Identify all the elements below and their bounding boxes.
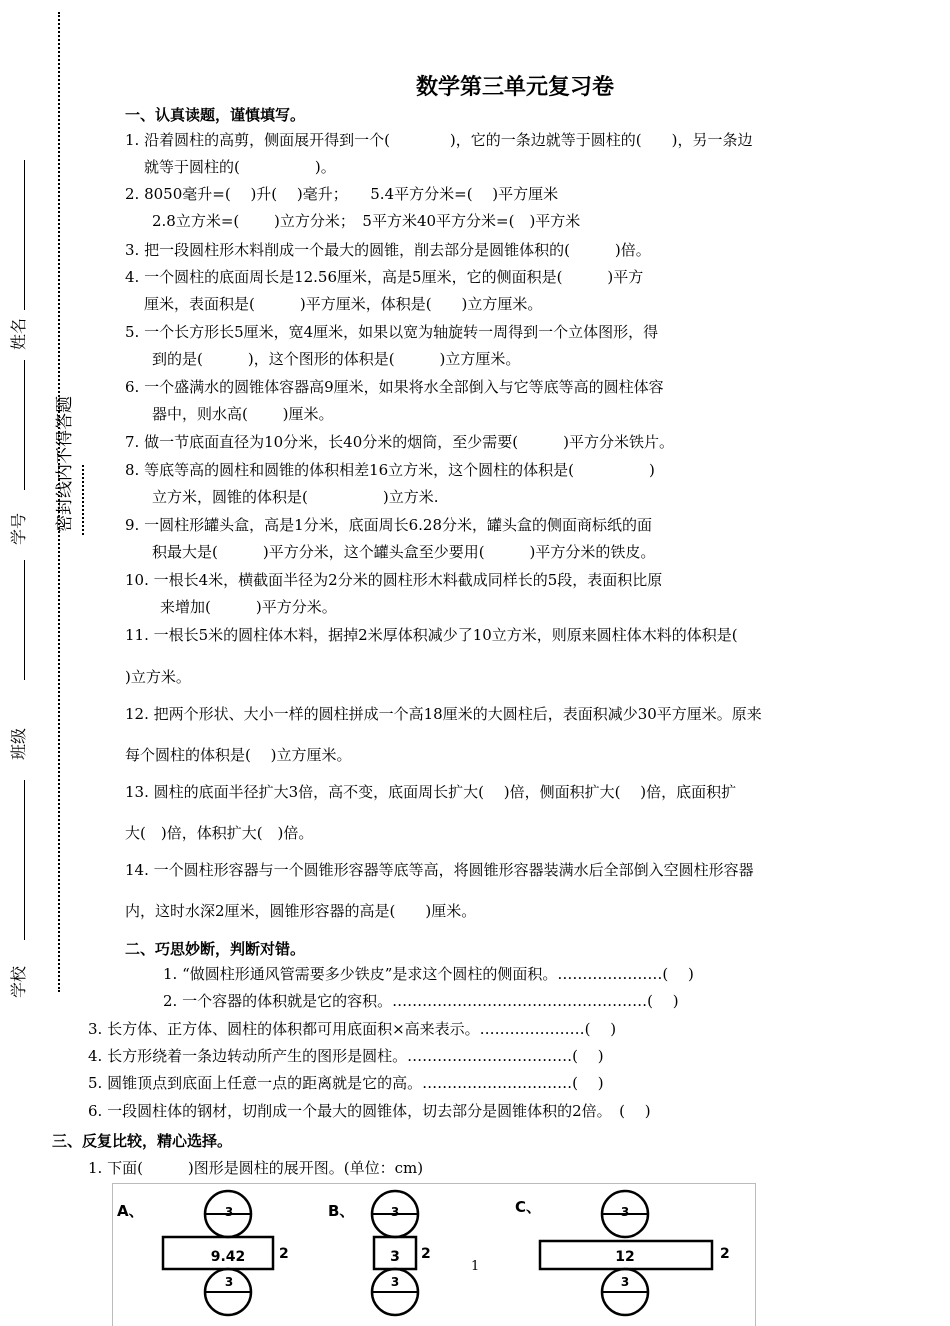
name-write-line-2 xyxy=(24,360,25,490)
figure-b-label: B、 xyxy=(328,1202,355,1220)
judge-3: 3. 长方体、正方体、圆柱的体积都可用底面积×高来表示。…………………( ) xyxy=(88,1020,617,1038)
figure-c-label: C、 xyxy=(515,1198,542,1216)
figure-a-top-circle-label: 3 xyxy=(224,1205,234,1219)
binding-field-student-no: 学号 xyxy=(9,512,28,545)
q14-line2: 内，这时水深2厘米，圆锥形容器的高是( )厘米。 xyxy=(125,902,477,920)
section2-heading: 二、巧思妙断，判断对错。 xyxy=(125,940,306,958)
q6-line2: 器中，则水高( )厘米。 xyxy=(152,405,334,423)
q9-line2: 积最大是( )平方分米，这个罐头盒至少要用( )平方分米的铁皮。 xyxy=(152,543,656,561)
section3-heading: 三、反复比较，精心选择。 xyxy=(52,1132,233,1150)
figure-a-bottom-circle-label: 3 xyxy=(224,1275,234,1289)
figure-b-rect-label: 3 xyxy=(390,1249,400,1265)
figure-c-top-circle-label: 3 xyxy=(620,1205,630,1219)
section1-heading: 一、认真读题，谨慎填写。 xyxy=(125,106,306,124)
q1-line1: 1. 沿着圆柱的高剪，侧面展开得到一个( )，它的一条边就等于圆柱的( )，另一条边 xyxy=(125,131,753,149)
student-no-write-line xyxy=(24,560,25,680)
judge-4: 4. 长方形绕着一条边转动所产生的图形是圆柱。……………………………( ) xyxy=(88,1047,604,1065)
q13-line1: 13. 圆柱的底面半径扩大3倍，高不变，底面周长扩大( )倍，侧面积扩大( )倍，底面积扩 xyxy=(125,783,737,801)
q8-line2: 立方米，圆锥的体积是( )立方米. xyxy=(152,488,439,506)
q2-line2: 2.8立方米=( )立方分米； 5平方米40平方分米=( )平方米 xyxy=(152,212,581,230)
q12-line2: 每个圆柱的体积是( )立方厘米。 xyxy=(125,746,352,764)
q12-line1: 12. 把两个形状、大小一样的圆柱拼成一个高18厘米的大圆柱后，表面积减少30平方厘米。原来 xyxy=(125,705,762,723)
figure-b-side-label: 2 xyxy=(421,1246,431,1262)
choice-q1: 1. 下面( )图形是圆柱的展开图。(单位：cm) xyxy=(88,1159,424,1177)
binding-field-name: 姓名 xyxy=(9,317,28,350)
q14-line1: 14. 一个圆柱形容器与一个圆锥形容器等底等高，将圆锥形容器装满水后全部倒入空圆柱形容器 xyxy=(125,861,754,879)
figure-b-bottom-circle-label: 3 xyxy=(390,1275,400,1289)
q5-line1: 5. 一个长方形长5厘米，宽4厘米，如果以宽为轴旋转一周得到一个立体图形，得 xyxy=(125,323,659,341)
q8-line1: 8. 等底等高的圆柱和圆锥的体积相差16立方米，这个圆柱的体积是( ) xyxy=(125,461,655,479)
binding-dotted-line-short xyxy=(82,465,84,535)
q10-line1: 10. 一根长4米，横截面半径为2分米的圆柱形木料截成同样长的5段，表面积比原 xyxy=(125,571,663,589)
q13-line2: 大( )倍，体积扩大( )倍。 xyxy=(125,824,314,842)
seal-warning: 密封线内不得答题 xyxy=(55,396,75,532)
q2-line1: 2. 8050毫升=( )升( )毫升； 5.4平方分米=( )平方厘米 xyxy=(125,185,559,203)
q7-line: 7. 做一节底面直径为10分米，长40分米的烟筒，至少需要( )平方分米铁片。 xyxy=(125,433,674,451)
figure-c-side-label: 2 xyxy=(720,1246,730,1262)
q6-line1: 6. 一个盛满水的圆锥体容器高9厘米，如果将水全部倒入与它等底等高的圆柱体容 xyxy=(125,378,664,396)
figure-a-label: A、 xyxy=(117,1202,144,1220)
figure-c-bottom-circle-label: 3 xyxy=(620,1275,630,1289)
figure-a-side-label: 2 xyxy=(279,1246,289,1262)
figure-c-rect-label: 12 xyxy=(615,1249,635,1265)
q11-line2: )立方米。 xyxy=(125,668,191,686)
binding-field-class: 班级 xyxy=(9,727,28,760)
judge-6: 6. 一段圆柱体的钢材，切削成一个最大的圆锥体，切去部分是圆锥体积的2倍。 ( ) xyxy=(88,1102,651,1120)
binding-field-school: 学校 xyxy=(9,965,28,998)
class-write-line xyxy=(24,780,25,940)
page-number: 1 xyxy=(471,1259,480,1274)
q4-line1: 4. 一个圆柱的底面周长是12.56厘米，高是5厘米，它的侧面积是( )平方 xyxy=(125,268,644,286)
judge-1: 1. “做圆柱形通风管需要多少铁皮”是求这个圆柱的侧面积。…………………( ) xyxy=(163,965,694,983)
q10-line2: 来增加( )平方分米。 xyxy=(160,598,337,616)
figure-b-top-circle-label: 3 xyxy=(390,1205,400,1219)
figure-a-rect-label: 9.42 xyxy=(210,1249,246,1265)
q5-line2: 到的是( )，这个图形的体积是( )立方厘米。 xyxy=(152,350,521,368)
q11-line1: 11. 一根长5米的圆柱体木料，据掉2米厚体积减少了10立方米，则原来圆柱体木料的体积是( xyxy=(125,626,738,644)
page-title: 数学第三单元复习卷 xyxy=(415,75,614,100)
judge-2: 2. 一个容器的体积就是它的容积。……………………………………………( ) xyxy=(163,992,679,1010)
q1-line2: 就等于圆柱的( )。 xyxy=(144,158,336,176)
judge-5: 5. 圆锥顶点到底面上任意一点的距离就是它的高。…………………………( ) xyxy=(88,1074,604,1092)
name-write-line xyxy=(24,160,25,310)
q9-line1: 9. 一圆柱形罐头盒，高是1分米，底面周长6.28分米，罐头盒的侧面商标纸的面 xyxy=(125,516,653,534)
q3-line: 3. 把一段圆柱形木料削成一个最大的圆锥，削去部分是圆锥体积的( )倍。 xyxy=(125,241,651,259)
q4-line2: 厘米，表面积是( )平方厘米，体积是( )立方厘米。 xyxy=(144,295,543,313)
